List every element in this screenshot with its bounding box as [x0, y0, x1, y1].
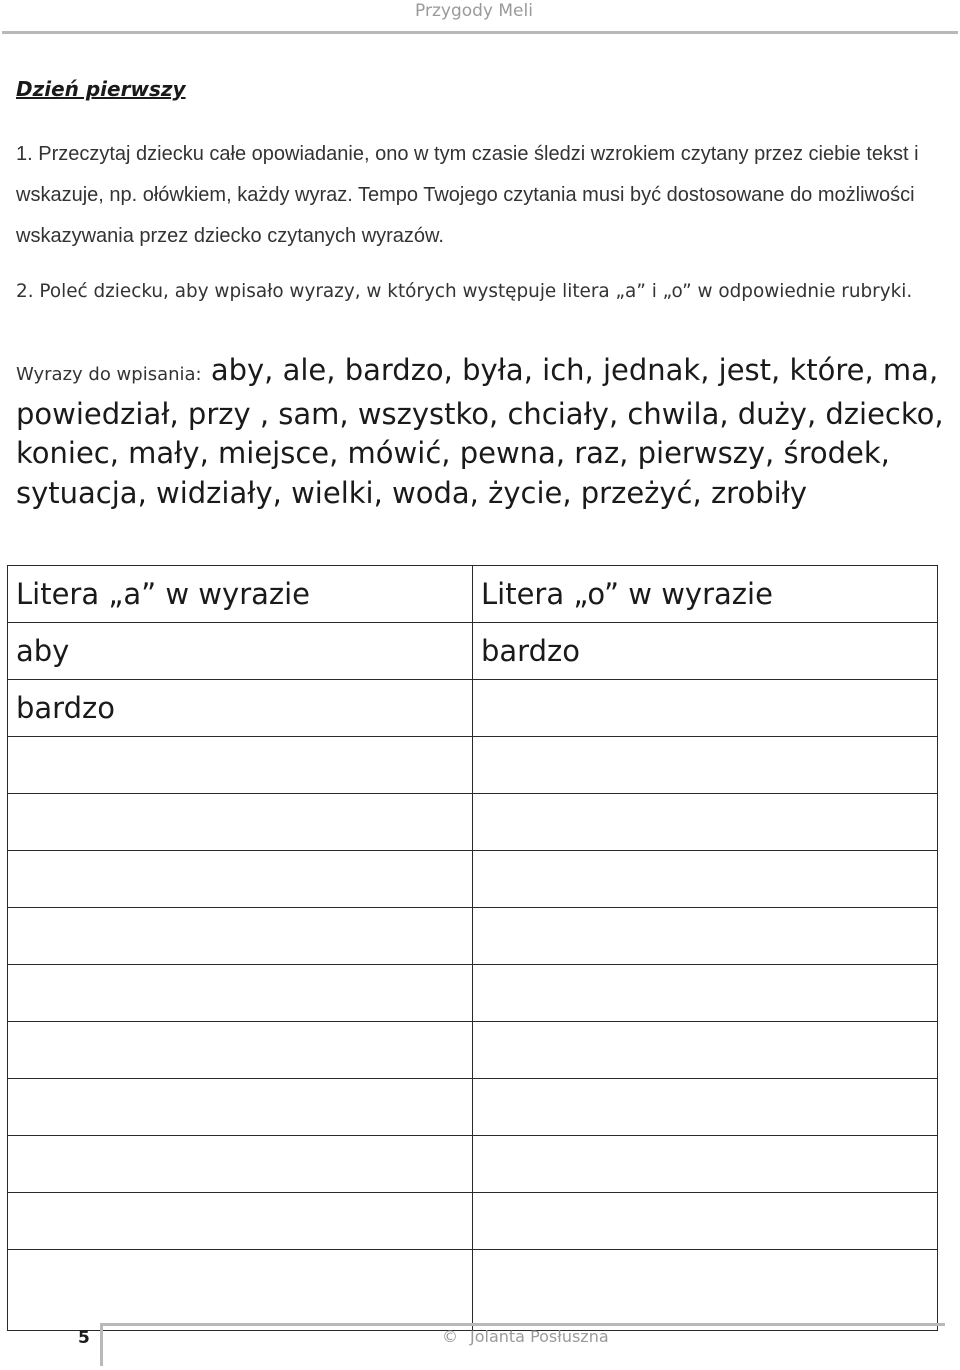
day-heading: Dzień pierwszy [16, 77, 186, 101]
empty-cell[interactable] [8, 908, 473, 965]
empty-cell[interactable] [473, 965, 938, 1022]
header-letter-o: Litera „o” w wyrazie [473, 566, 938, 623]
table-row [8, 908, 938, 965]
footer-vertical-divider [100, 1324, 103, 1366]
table-row [8, 623, 938, 680]
instruction-1: 1. Przeczytaj dziecku całe opowiadanie, ono w tym czasie śledzi wzrokiem czytany przez ciebie tekst i wskazuje, np. ołówkiem, każdy wyraz. Tempo Twojego czytania musi być dostosowane do możliwości wskazywania przez dziecko czytanych wyrazów. [16, 143, 919, 247]
empty-cell[interactable] [8, 794, 473, 851]
cell-a-2[interactable]: bardzo [8, 680, 473, 737]
empty-cell[interactable] [8, 1250, 473, 1331]
empty-cell[interactable] [473, 1193, 938, 1250]
cell-o-1[interactable]: bardzo [473, 623, 938, 680]
header-divider [2, 31, 958, 34]
header-letter-a: Litera „a” w wyrazie [8, 566, 473, 623]
author-name: Jolanta Posłuszna [470, 1327, 609, 1346]
word-list-lead: Wyrazy do wpisania: [16, 364, 202, 385]
word-list-paragraph [16, 351, 951, 513]
empty-cell[interactable] [473, 794, 938, 851]
sorting-table [7, 565, 938, 1331]
empty-cell[interactable] [473, 737, 938, 794]
empty-cell[interactable] [8, 1079, 473, 1136]
empty-cell[interactable] [8, 1193, 473, 1250]
empty-cell[interactable] [473, 908, 938, 965]
table-row [8, 1250, 938, 1331]
footer-divider [100, 1323, 945, 1326]
empty-cell[interactable] [473, 851, 938, 908]
table-row [8, 1022, 938, 1079]
instruction-2: 2. Poleć dziecku, aby wpisało wyrazy, w których występuje litera „a” i „o” w odpowiednie rubryki. [16, 281, 913, 302]
table-row [8, 851, 938, 908]
table-row [8, 680, 938, 737]
table-row [8, 965, 938, 1022]
empty-cell[interactable] [8, 1022, 473, 1079]
table-row [8, 794, 938, 851]
table-row [8, 737, 938, 794]
empty-cell[interactable] [8, 965, 473, 1022]
page-header-title: Przygody Meli [415, 1, 533, 21]
cell-a-1[interactable]: aby [8, 623, 473, 680]
empty-cell[interactable] [473, 1079, 938, 1136]
empty-cell[interactable] [8, 851, 473, 908]
table-row [8, 1193, 938, 1250]
copyright-notice [442, 1327, 609, 1346]
copyright-icon: © [442, 1327, 458, 1346]
empty-cell[interactable] [8, 1136, 473, 1193]
empty-cell[interactable] [8, 737, 473, 794]
empty-cell[interactable] [473, 1022, 938, 1079]
empty-cell[interactable] [473, 1250, 938, 1331]
page-number: 5 [78, 1328, 90, 1348]
table-row [8, 1136, 938, 1193]
table-header-row [8, 566, 938, 623]
table-row [8, 1079, 938, 1136]
cell-o-2[interactable] [473, 680, 938, 737]
empty-cell[interactable] [473, 1136, 938, 1193]
word-list: aby, ale, bardzo, była, ich, jednak, jest, które, ma, powiedział, przy , sam, wszystko, chciały, chwila, duży, dziecko, koniec, mały, miejsce, mówić, pewna, raz, pierwszy, środek, sytuacja, widziały, wielki, woda, życie, przeżyć, zrobiły [16, 353, 944, 510]
